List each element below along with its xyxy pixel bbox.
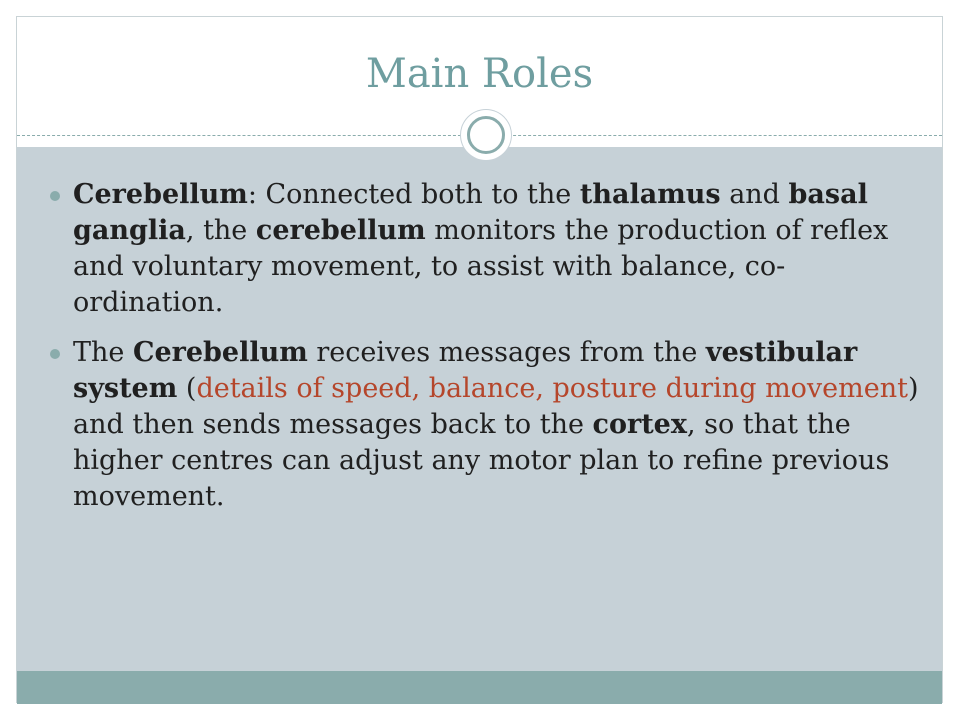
bullet-item [50,177,930,321]
bullet-text-segment: vestibular system [73,337,858,404]
bullet-text-segment: cerebellum [255,215,426,246]
bullet-text-segment: Cerebellum [132,337,308,368]
bullet-text-segment: cortex [592,409,687,440]
bullet-text-segment: thalamus [579,179,721,210]
bullet-dot-icon [50,191,60,201]
slide [16,16,943,703]
bullet-text-segment: , the [185,215,256,246]
bullet-text-segment: ) and then sends messages back to the [73,373,919,440]
bullet-text-segment: receives messages from the [307,337,706,368]
bullet-text-segment: : Connected both to the [247,179,580,210]
bullet-dot-icon [50,349,60,359]
bullet-text-segment: , so that the higher centres can adjust any motor plan to refine previous movement. [73,409,890,512]
slide-title: Main Roles [365,51,594,97]
circle-ring [467,116,505,154]
footer-band [17,671,942,704]
bullet-text-segment: basal ganglia [73,179,868,246]
circle-ornament-icon [461,110,511,160]
bullet-text-segment: The [73,337,133,368]
bullet-text-segment: ( [177,373,197,404]
bullet-text-segment: details of speed, balance, posture during movement [196,373,908,404]
bullet-list [50,177,930,529]
bullet-text-segment: Cerebellum [73,179,248,210]
bullet-text-segment: monitors the production of reflex and voluntary movement, to assist with balance, co-ordination. [73,215,889,318]
bullet-item [50,335,930,515]
bullet-text-segment: and [720,179,789,210]
